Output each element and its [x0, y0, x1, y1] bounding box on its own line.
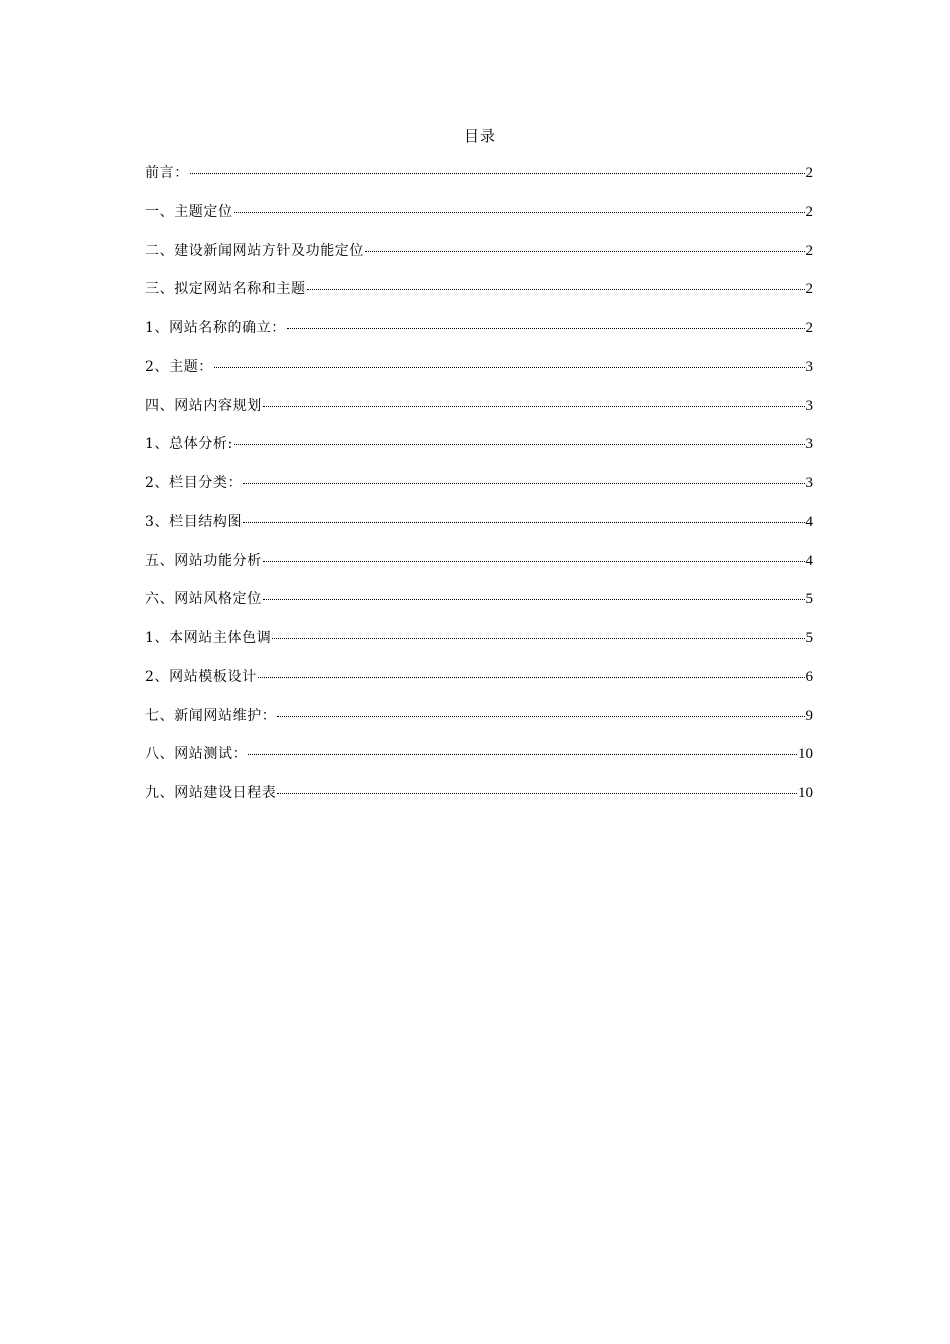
toc-entry-label: 九、网站建设日程表 — [145, 785, 277, 801]
toc-entry-label: 1、本网站主体色调 — [145, 630, 272, 646]
toc-entry-page: 10 — [798, 785, 813, 801]
toc-entry-page: 4 — [805, 513, 813, 530]
toc-entry[interactable] — [145, 202, 813, 241]
toc-entry-label: 2、主题： — [145, 358, 213, 375]
toc-entry-label: 六、网站风格定位 — [145, 591, 262, 608]
toc-entry[interactable] — [145, 279, 813, 318]
toc-dot-leader — [263, 599, 805, 600]
toc-entry-page: 2 — [805, 242, 813, 259]
toc-dot-leader — [307, 289, 805, 290]
toc-entry-page: 4 — [805, 552, 813, 569]
toc-entry[interactable] — [145, 396, 813, 435]
toc-entry[interactable] — [145, 318, 813, 357]
toc-entry-label: 二、建设新闻网站方针及功能定位 — [145, 242, 364, 259]
toc-dot-leader — [214, 367, 805, 368]
toc-entry-label: 前言： — [145, 165, 189, 181]
toc-entry[interactable] — [145, 783, 813, 822]
toc-entry-page: 2 — [805, 203, 813, 220]
toc-entry-page: 10 — [798, 746, 813, 763]
toc-dot-leader — [190, 173, 805, 174]
toc-entry-page: 2 — [805, 165, 813, 181]
toc-entry-page: 3 — [805, 397, 813, 414]
toc-entry[interactable] — [145, 357, 813, 396]
toc-dot-leader — [243, 522, 804, 523]
toc-title: 目录 — [463, 127, 496, 145]
toc-entry-label: 2、栏目分类： — [145, 475, 243, 491]
toc-entry-label: 八、网站测试： — [145, 746, 248, 763]
toc-entry[interactable] — [145, 434, 813, 473]
toc-entry[interactable] — [145, 667, 813, 706]
toc-dot-leader — [243, 483, 804, 484]
toc-entry-page: 3 — [805, 358, 813, 375]
toc-entry[interactable] — [145, 163, 813, 202]
toc-dot-leader — [277, 793, 797, 794]
toc-dot-leader — [248, 754, 797, 755]
toc-dot-leader — [234, 212, 805, 213]
toc-entry-page: 5 — [805, 630, 813, 646]
toc-entry-label: 七、新闻网站维护： — [145, 707, 277, 724]
toc-entry[interactable] — [145, 744, 813, 783]
toc-entry[interactable] — [145, 241, 813, 280]
toc-dot-leader — [287, 328, 805, 329]
toc-dot-leader — [365, 251, 805, 252]
toc-dot-leader — [234, 444, 805, 445]
toc-entry[interactable] — [145, 512, 813, 551]
toc-entry-page: 9 — [805, 707, 813, 724]
table-of-contents — [145, 163, 813, 822]
toc-entry[interactable] — [145, 628, 813, 667]
toc-dot-leader — [263, 406, 805, 407]
toc-entry-label: 1、网站名称的确立： — [145, 320, 286, 336]
toc-dot-leader — [258, 677, 805, 678]
toc-entry[interactable] — [145, 589, 813, 628]
toc-entry-label: 2、网站模板设计 — [145, 668, 257, 685]
toc-entry-page: 5 — [805, 591, 813, 608]
toc-entry-label: 四、网站内容规划 — [145, 397, 262, 414]
toc-entry-page: 2 — [805, 281, 813, 298]
toc-entry-label: 一、主题定位 — [145, 203, 233, 220]
toc-entry[interactable] — [145, 473, 813, 512]
toc-entry-label: 三、拟定网站名称和主题 — [145, 281, 306, 298]
toc-entry-label: 3、栏目结构图 — [145, 513, 243, 530]
toc-entry-page: 2 — [805, 320, 813, 336]
toc-dot-leader — [272, 638, 804, 639]
toc-entry-page: 3 — [805, 436, 813, 453]
toc-dot-leader — [263, 561, 805, 562]
toc-entry[interactable] — [145, 706, 813, 745]
toc-entry-page: 6 — [805, 668, 813, 685]
toc-entry-label: 1、总体分析: — [145, 436, 233, 453]
toc-entry-page: 3 — [805, 475, 813, 491]
toc-entry-label: 五、网站功能分析 — [145, 552, 262, 569]
toc-entry[interactable] — [145, 551, 813, 590]
toc-dot-leader — [277, 716, 804, 717]
